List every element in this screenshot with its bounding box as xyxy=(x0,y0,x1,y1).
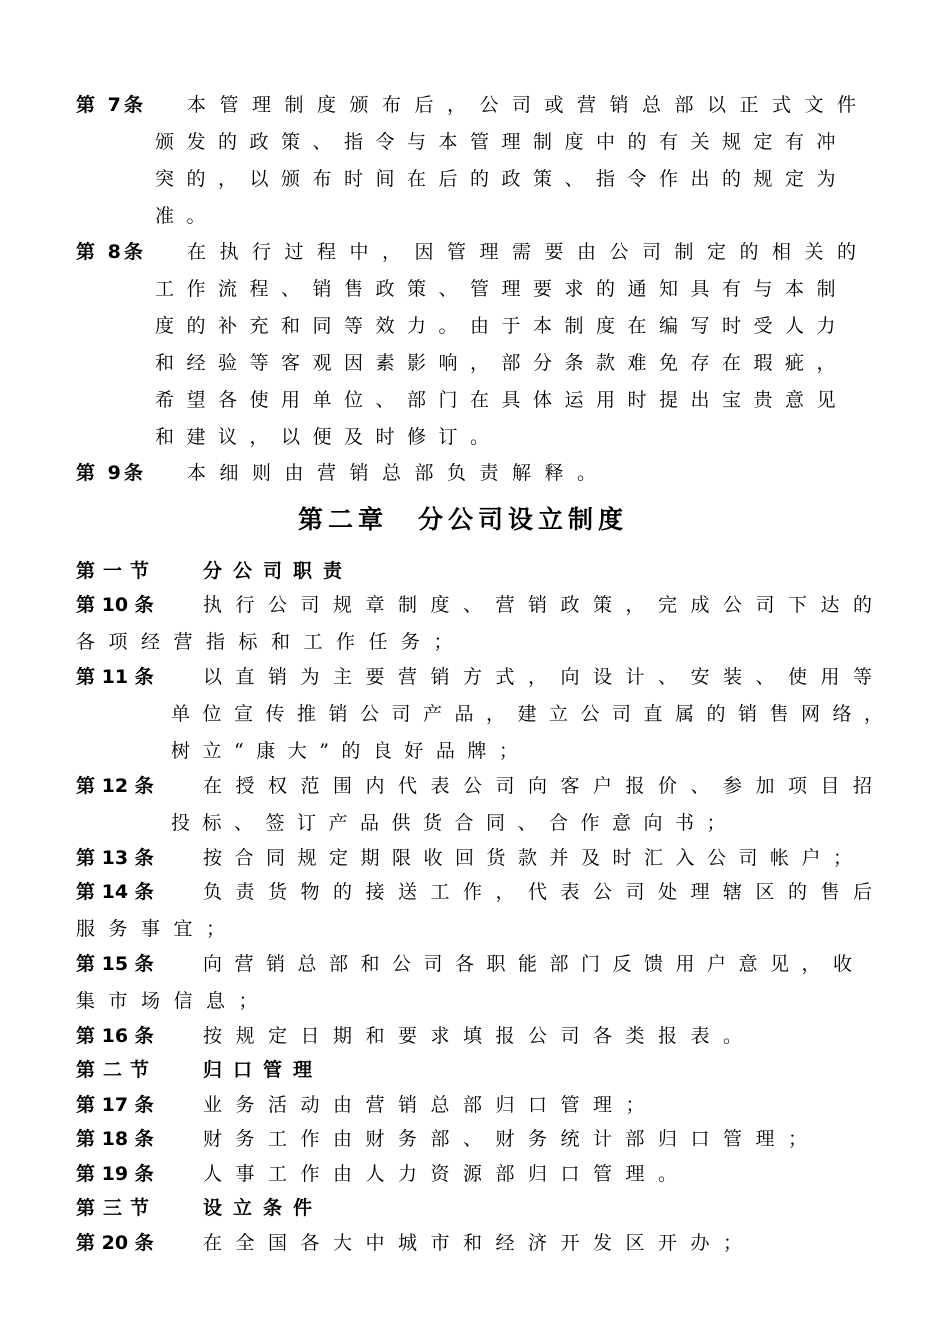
article-9-label: 第 9条 xyxy=(76,462,146,484)
section-1-title: 分公司职责 xyxy=(203,560,354,582)
chapter-heading: 第二章 分公司设立制度 xyxy=(298,505,629,534)
article-11-line-3: 树立“康大”的良好品牌； xyxy=(171,740,531,762)
article-18-label: 第 18 条 xyxy=(76,1128,154,1150)
article-7-label: 第 7条 xyxy=(76,94,146,116)
article-12-line-1: 在授权范围内代表公司向客户报价、参加项目招 xyxy=(203,775,886,797)
article-20-line-1: 在全国各大中城市和经济开发区开办； xyxy=(203,1232,756,1254)
article-13-line-1: 按合同规定期限收回货款并及时汇入公司帐户； xyxy=(203,847,865,869)
article-17-label: 第 17 条 xyxy=(76,1094,154,1116)
article-12-line-2: 投标、签订产品供货合同、合作意向书； xyxy=(171,812,739,834)
article-7-line-4: 准。 xyxy=(155,205,219,227)
article-8-line-6: 和建议，以便及时修订。 xyxy=(155,426,502,448)
article-14-line-2: 服务事宜； xyxy=(76,918,239,940)
article-8-label: 第 8条 xyxy=(76,241,146,263)
article-14-line-1: 负责货物的接送工作，代表公司处理辖区的售后 xyxy=(203,881,886,903)
article-11-line-1: 以直销为主要营销方式，向设计、安装、使用等 xyxy=(203,666,886,688)
article-11-label: 第 11 条 xyxy=(76,666,154,688)
article-12-label: 第 12 条 xyxy=(76,775,154,797)
article-8-line-1: 在执行过程中，因管理需要由公司制定的相关的 xyxy=(187,241,870,263)
article-10-line-2: 各项经营指标和工作任务； xyxy=(76,631,467,653)
article-19-label: 第 19 条 xyxy=(76,1163,154,1185)
article-11-line-2: 单位宣传推销公司产品，建立公司直属的销售网络， xyxy=(171,703,896,725)
article-19-line-1: 人事工作由人力资源部归口管理。 xyxy=(203,1163,691,1185)
article-7-line-1: 本管理制度颁布后，公司或营销总部以正式文件 xyxy=(187,94,870,116)
article-13-label: 第 13 条 xyxy=(76,847,154,869)
article-9-line-1: 本细则由营销总部负责解释。 xyxy=(187,462,610,484)
article-16-line-1: 按规定日期和要求填报公司各类报表。 xyxy=(203,1025,756,1047)
article-16-label: 第 16 条 xyxy=(76,1025,154,1047)
article-8-line-3: 度的补充和同等效力。由于本制度在编写时受人力 xyxy=(155,315,849,337)
article-18-line-1: 财务工作由财务部、财务统计部归口管理； xyxy=(203,1128,821,1150)
article-17-line-1: 业务活动由营销总部归口管理； xyxy=(203,1094,659,1116)
section-2-label: 第二节 xyxy=(76,1059,158,1081)
article-15-label: 第 15 条 xyxy=(76,953,154,975)
article-8-line-4: 和经验等客观因素影响，部分条款难免存在瑕疵， xyxy=(155,352,849,374)
article-10-label: 第 10 条 xyxy=(76,594,154,616)
article-15-line-2: 集市场信息； xyxy=(76,990,272,1012)
article-7-line-2: 颁发的政策、指令与本管理制度中的有关规定有冲 xyxy=(155,131,849,153)
section-3-label: 第三节 xyxy=(76,1197,158,1219)
article-14-label: 第 14 条 xyxy=(76,881,154,903)
article-10-line-1: 执行公司规章制度、营销政策，完成公司下达的 xyxy=(203,594,886,616)
article-20-label: 第 20 条 xyxy=(76,1232,154,1254)
article-8-line-5: 希望各使用单位、部门在具体运用时提出宝贵意见 xyxy=(155,389,849,411)
section-2-title: 归口管理 xyxy=(203,1059,324,1081)
section-1-label: 第一节 xyxy=(76,560,158,582)
article-8-line-2: 工作流程、销售政策、管理要求的通知具有与本制 xyxy=(155,278,849,300)
article-7-line-3: 突的，以颁布时间在后的政策、指令作出的规定为 xyxy=(155,168,849,190)
section-3-title: 设立条件 xyxy=(203,1197,324,1219)
article-15-line-1: 向营销总部和公司各职能部门反馈用户意见，收 xyxy=(203,953,865,975)
